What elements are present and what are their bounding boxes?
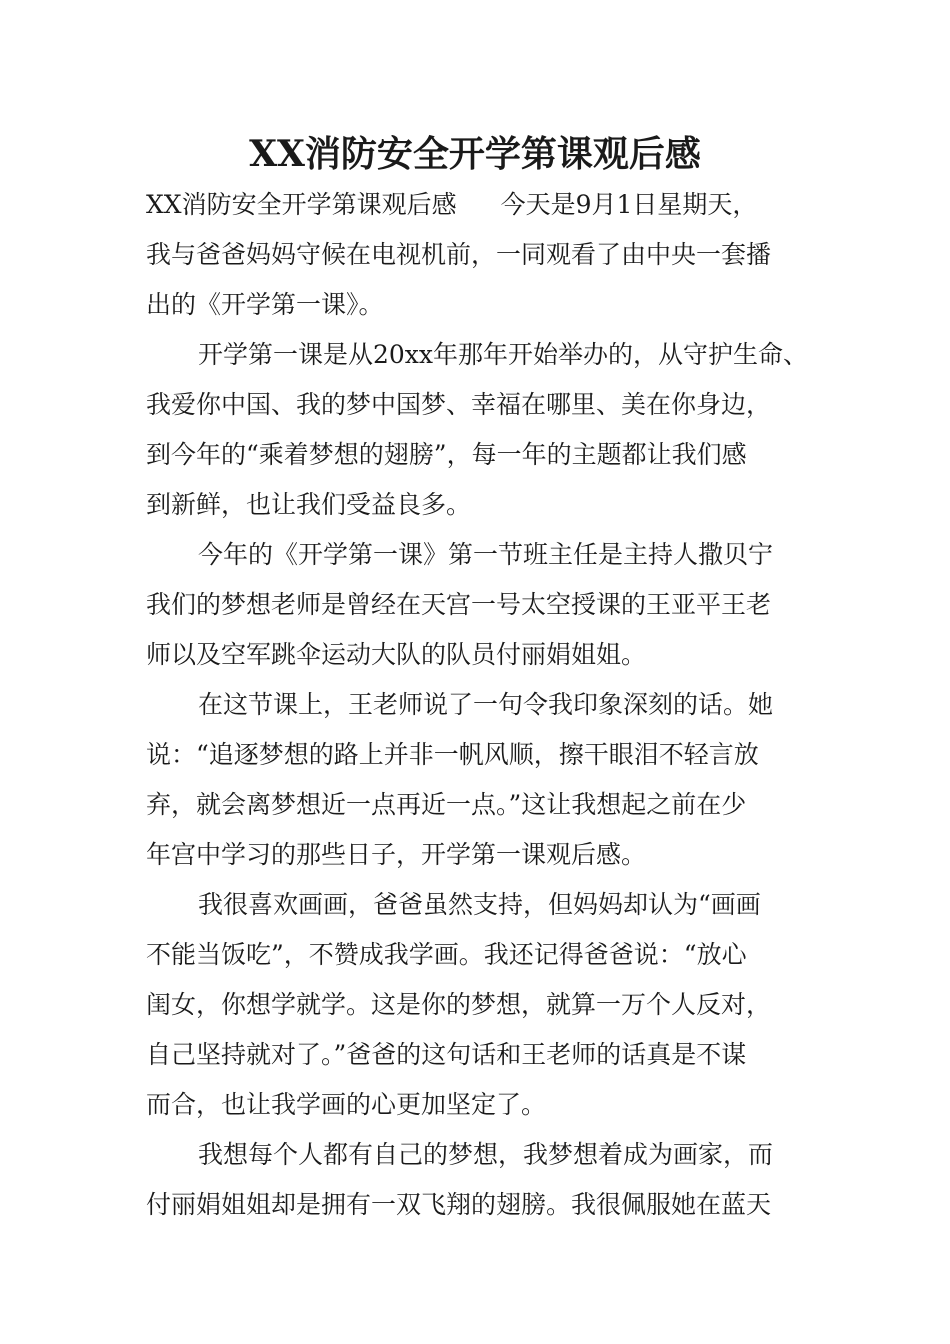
document-title: XX消防安全开学第课观后感 bbox=[249, 133, 701, 175]
text-line: 而合，也让我学画的心更加坚定了。 bbox=[146, 1090, 547, 1119]
paragraph bbox=[146, 530, 806, 680]
text-line: 我们的梦想老师是曾经在天宫一号太空授课的王亚平王老 bbox=[146, 590, 772, 619]
text-line: 我很喜欢画画，爸爸虽然支持，但妈妈却认为“画画 bbox=[198, 890, 761, 919]
text-line: 自己坚持就对了。”爸爸的这句话和王老师的话真是不谋 bbox=[146, 1040, 747, 1069]
text-line: 付丽娟姐姐却是拥有一双飞翔的翅膀。我很佩服她在蓝天 bbox=[146, 1190, 772, 1219]
paragraph bbox=[146, 680, 806, 880]
paragraph bbox=[146, 330, 809, 530]
text-line: 我与爸爸妈妈守候在电视机前，一同观看了由中央一套播 bbox=[146, 240, 772, 269]
text-line: 到今年的“乘着梦想的翅膀”，每一年的主题都让我们感 bbox=[146, 440, 747, 469]
paragraph bbox=[146, 1130, 806, 1230]
paragraph bbox=[146, 880, 806, 1130]
text-line: 师以及空军跳伞运动大队的队员付丽娟姐姐。 bbox=[146, 640, 647, 669]
text-line: 说：“追逐梦想的路上并非一帆风顺，擦干眼泪不轻言放 bbox=[146, 740, 759, 769]
text-line: 今年的《开学第一课》第一节班主任是主持人撒贝宁 bbox=[198, 540, 774, 569]
text-segment: 今天是9月1日星期天， bbox=[500, 190, 758, 219]
text-line: 出的《开学第一课》。 bbox=[146, 290, 384, 319]
text-line bbox=[146, 180, 806, 230]
inline-heading: XX消防安全开学第课观后感 bbox=[146, 190, 457, 219]
text-line: 我想每个人都有自己的梦想，我梦想着成为画家，而 bbox=[198, 1140, 774, 1169]
text-line: 不能当饭吃”，不赞成我学画。我还记得爸爸说：“放心 bbox=[146, 940, 747, 969]
text-line: 弃，就会离梦想近一点再近一点。”这让我想起之前在少 bbox=[146, 790, 747, 819]
document-body bbox=[146, 180, 809, 1230]
text-line: 年宫中学习的那些日子，开学第一课观后感。 bbox=[146, 840, 647, 869]
text-line: 到新鲜，也让我们受益良多。 bbox=[146, 490, 472, 519]
paragraph bbox=[146, 180, 806, 330]
text-line: 闺女，你想学就学。这是你的梦想，就算一万个人反对， bbox=[146, 990, 772, 1019]
text-line: 开学第一课是从20xx年那年开始举办的，从守护生命、 bbox=[198, 340, 809, 369]
text-line: 我爱你中国、我的梦中国梦、幸福在哪里、美在你身边， bbox=[146, 390, 772, 419]
text-line: 在这节课上，王老师说了一句令我印象深刻的话。她 bbox=[198, 690, 774, 719]
